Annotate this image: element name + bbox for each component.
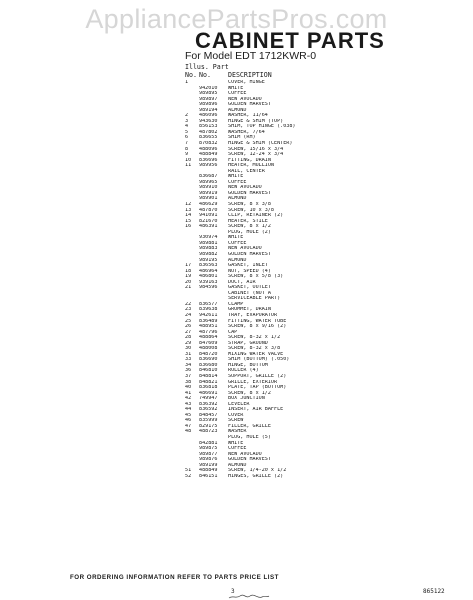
- illus-no: 28: [185, 335, 192, 341]
- part-no: 989956: [199, 163, 218, 169]
- illus-no: 52: [185, 473, 192, 479]
- illus-no: 38: [185, 379, 192, 385]
- part-no: 989194: [199, 107, 218, 113]
- description: SCREW, 1/4-20 x 1/2: [228, 468, 287, 474]
- description: SHIM (RH): [228, 135, 256, 141]
- part-no: 488864: [199, 335, 218, 341]
- part-no: 836592: [199, 407, 218, 413]
- description: WHITE: [228, 85, 244, 91]
- part-no: 984596: [199, 285, 218, 291]
- signature-scribble: [228, 594, 270, 600]
- illus-no: 12: [185, 202, 192, 208]
- column-header-top: Illus. Part: [185, 63, 229, 71]
- description: PLUG, HOLE (2): [228, 229, 271, 235]
- illus-no: 22: [185, 301, 192, 307]
- illus-no: 5: [185, 129, 189, 135]
- description: HEATER, STILE: [228, 218, 268, 224]
- illus-no: 48: [185, 429, 192, 435]
- part-no: 930974: [199, 235, 218, 241]
- description: HEATER, MULLION: [228, 163, 275, 169]
- header-description: DESCRIPTION: [228, 71, 272, 79]
- illus-no: 37: [185, 373, 192, 379]
- part-no: 487870: [199, 207, 218, 213]
- illus-no: 23: [185, 307, 192, 313]
- part-no: 942611: [199, 312, 218, 318]
- illus-no: 40: [185, 385, 192, 391]
- part-no: 488849: [199, 468, 218, 474]
- description: CAP: [228, 329, 238, 335]
- column-header: [185, 71, 272, 79]
- parts-list: [185, 80, 445, 479]
- part-no: 943630: [199, 118, 218, 124]
- illus-no: 25: [185, 318, 192, 324]
- illus-no: 45: [185, 412, 192, 418]
- part-no: 842881: [199, 440, 218, 446]
- illus-no: 7: [185, 141, 189, 147]
- description: GROMMET, DRAIN: [228, 307, 271, 313]
- illus-no: 16: [185, 224, 192, 230]
- description: GASKET, INLET: [228, 263, 268, 269]
- description: WASHER, 11/64: [228, 113, 268, 119]
- description: FITTING, WATER TUBE: [228, 318, 287, 324]
- illus-no: 15: [185, 218, 192, 224]
- illus-no: 34: [185, 362, 192, 368]
- description: SCREW, 8 x 9/16 (2): [228, 324, 287, 330]
- part-no: 749947: [199, 396, 218, 402]
- description: ALMOND: [228, 462, 247, 468]
- header-illus-no: No.: [185, 71, 197, 79]
- part-row: [185, 474, 445, 480]
- model-line: For Model EDT 1712KWR-0: [185, 50, 317, 62]
- illus-no: 14: [185, 213, 192, 219]
- illus-no: 21: [185, 285, 192, 291]
- illus-no: 24: [185, 312, 192, 318]
- part-no: 989875: [199, 446, 218, 452]
- header-part-no: No.: [199, 71, 211, 79]
- description: HINGE, BOTTOM: [228, 362, 268, 368]
- part-no: 836680: [199, 362, 218, 368]
- illus-no: 31: [185, 351, 192, 357]
- part-no: 989199: [199, 462, 218, 468]
- part-no: 847609: [199, 340, 218, 346]
- part-no: 486691: [199, 390, 218, 396]
- part-no: 942010: [199, 85, 218, 91]
- description: WASHER, 7/64: [228, 129, 265, 135]
- description: ALMOND: [228, 257, 247, 263]
- part-no: 836818: [199, 385, 218, 391]
- illus-no: 19: [185, 274, 192, 280]
- description: SHIM (BOTTOM) (.050): [228, 357, 290, 363]
- part-no: 836392: [199, 401, 218, 407]
- illus-no: 33: [185, 357, 192, 363]
- illus-no: 9: [185, 152, 189, 158]
- description: SCREW, 8 x 3/8: [228, 202, 271, 208]
- part-no: 989895: [199, 91, 218, 97]
- description: ALMOND: [228, 196, 247, 202]
- description: NEW AVOCADO: [228, 246, 262, 252]
- description: NEW AVOCADO: [228, 451, 262, 457]
- illus-no: 17: [185, 263, 192, 269]
- description: PLUG, HOLE (5): [228, 435, 271, 440]
- part-no: 989882: [199, 251, 218, 257]
- part-no: 848720: [199, 351, 218, 357]
- description: SCREW, 8 x 5/8 (3): [228, 274, 284, 280]
- description: COFFEE: [228, 240, 247, 246]
- part-no: 856153: [199, 124, 218, 130]
- illus-no: 43: [185, 401, 192, 407]
- description: COVER: [228, 412, 244, 418]
- description: WHITE: [228, 235, 244, 241]
- part-no: 989883: [199, 246, 218, 252]
- description: COFFEE: [228, 91, 247, 97]
- description: GRILLE, EXTERIOR: [228, 379, 278, 385]
- part-no: 821670: [199, 218, 218, 224]
- description: MIXING WATER VALVE: [228, 351, 284, 357]
- description: HINGE & SHIM (CENTER): [228, 141, 293, 147]
- part-no: 486391: [199, 224, 218, 230]
- part-no: 846151: [199, 473, 218, 479]
- part-no: 488096: [199, 146, 218, 152]
- part-no: 487802: [199, 129, 218, 135]
- page-number: 3: [231, 588, 235, 595]
- document-code: 865122: [423, 588, 445, 595]
- description: ALMOND: [228, 107, 247, 113]
- part-no: 836563: [199, 263, 218, 269]
- description: SCREW, 8 x 1/2: [228, 224, 271, 230]
- illus-no: 44: [185, 407, 192, 413]
- illus-no: 6: [185, 135, 189, 141]
- part-no: 829175: [199, 423, 218, 429]
- part-no: 989897: [199, 96, 218, 102]
- description: STRAP, GROUND: [228, 340, 268, 346]
- description: COVER, HINGE: [228, 80, 265, 85]
- illus-no: 11: [185, 163, 192, 169]
- part-no: 989910: [199, 185, 218, 191]
- illus-no: 26: [185, 324, 192, 330]
- illus-no: 13: [185, 207, 192, 213]
- description: FILLER, GRILLE: [228, 423, 271, 429]
- part-no: 989919: [199, 190, 218, 196]
- description: SERVICEABLE PART): [228, 296, 281, 302]
- description: TRAY, EVAPORATOR: [228, 312, 278, 318]
- illus-no: 36: [185, 368, 192, 374]
- illus-no: 30: [185, 346, 192, 352]
- illus-no: 27: [185, 329, 192, 335]
- part-no: 836489: [199, 318, 218, 324]
- part-no: 939163: [199, 279, 218, 285]
- part-no: 488008: [199, 346, 218, 352]
- description: SCREW: [228, 418, 244, 424]
- description: RAIL, CENTER: [228, 168, 265, 174]
- description: BOX JUNCTION: [228, 396, 265, 402]
- description: COFFEE: [228, 179, 247, 185]
- illus-no: 29: [185, 340, 192, 346]
- part-no: 941091: [199, 213, 218, 219]
- description: GOLDEN HARVEST: [228, 190, 271, 196]
- watermark: AppliancePartsPros.com: [85, 4, 388, 34]
- illus-no: 46: [185, 418, 192, 424]
- description: PLATE, TAP (BOTTOM): [228, 385, 287, 391]
- description: HINGE & SHIM (TOP): [228, 118, 284, 124]
- part-no: 836690: [199, 357, 218, 363]
- part-no: 486801: [199, 274, 218, 280]
- part-no: 846810: [199, 368, 218, 374]
- description: GOLDEN HARVEST: [228, 102, 271, 108]
- part-no: 486964: [199, 268, 218, 274]
- part-no: 848457: [199, 412, 218, 418]
- illus-no: 20: [185, 279, 192, 285]
- description: GOLDEN HARVEST: [228, 457, 271, 463]
- description: CLIP, RETAINER (2): [228, 213, 284, 219]
- description: DUCT, AIR: [228, 279, 256, 285]
- part-no: 989896: [199, 102, 218, 108]
- description: INSERT, AIR BAFFLE: [228, 407, 284, 413]
- description: SUPPORT, GRILLE (2): [228, 373, 287, 379]
- description: SCREW, 15/16 x 3/4: [228, 146, 284, 152]
- illus-no: 1: [185, 80, 189, 85]
- part-no: 989901: [199, 196, 218, 202]
- description: NEW AVOCADO: [228, 96, 262, 102]
- part-no: 989965: [199, 179, 218, 185]
- part-no: 836577: [199, 301, 218, 307]
- description: SCREW, 12-24 x 3/4: [228, 152, 284, 158]
- description: COFFEE: [228, 446, 247, 452]
- illus-no: 2: [185, 113, 189, 119]
- part-no: 486096: [199, 113, 218, 119]
- description: SHIM, TOP HINGE (.038): [228, 124, 296, 130]
- illus-no: 47: [185, 423, 192, 429]
- part-no: 848821: [199, 379, 218, 385]
- description: SCREW, 8-32 x 1/2: [228, 335, 281, 341]
- footer-note: FOR ORDERING INFORMATION REFER TO PARTS PRICE LIST: [70, 574, 279, 581]
- illus-no: 42: [185, 396, 192, 402]
- description: SCREW, 8-32 x 3/8: [228, 346, 281, 352]
- part-no: 989877: [199, 451, 218, 457]
- part-no: 848814: [199, 373, 218, 379]
- part-no: 487796: [199, 329, 218, 335]
- part-no: 488723: [199, 429, 218, 435]
- part-no: 989876: [199, 457, 218, 463]
- part-no: 836687: [199, 174, 218, 180]
- description: NUT, SPEED (4): [228, 268, 271, 274]
- illus-no: 3: [185, 118, 189, 124]
- illus-no: 18: [185, 268, 192, 274]
- part-no: 989881: [199, 240, 218, 246]
- illus-no: 10: [185, 157, 192, 163]
- illus-no: 8: [185, 146, 189, 152]
- description: SCREW, 8 x 1/2: [228, 390, 271, 396]
- description: WHITE: [228, 174, 244, 180]
- page-title: CABINET PARTS: [195, 28, 385, 53]
- description: HINGES, GRILLE (2): [228, 473, 284, 479]
- description: SCREW, 10 x 3/8: [228, 207, 275, 213]
- illus-no: 4: [185, 124, 189, 130]
- description: NEW AVOCADO: [228, 185, 262, 191]
- illus-no: 51: [185, 468, 192, 474]
- part-no: 836655: [199, 135, 218, 141]
- part-no: 839638: [199, 307, 218, 313]
- description: GASKET, OUTLET: [228, 285, 271, 291]
- description: FITTING, DRAIN: [228, 157, 271, 163]
- description: CLAMP: [228, 301, 244, 307]
- part-no: 488849: [199, 152, 218, 158]
- description: WHITE: [228, 440, 244, 446]
- description: CABINET (NOT A: [228, 290, 271, 296]
- description: ROLLER (4): [228, 368, 259, 374]
- illus-no: 41: [185, 390, 192, 396]
- part-no: 488951: [199, 324, 218, 330]
- part-no: 835999: [199, 418, 218, 424]
- part-no: 486629: [199, 202, 218, 208]
- description: LEVELER: [228, 401, 250, 407]
- part-no: 836696: [199, 157, 218, 163]
- part-no: 989195: [199, 257, 218, 263]
- part-no: 870832: [199, 141, 218, 147]
- description: WASHER: [228, 429, 247, 435]
- description: GOLDEN HARVEST: [228, 251, 271, 257]
